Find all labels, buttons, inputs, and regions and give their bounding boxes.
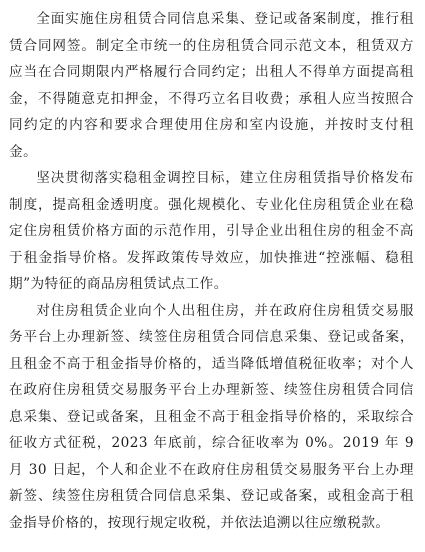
- paragraph-contract-filing: 全面实施住房租赁合同信息采集、登记或备案制度，推行租赁合同网签。制定全市统一的住房租赁合同示范文本，租赁双方应当在合同期限内严格履行合同约定；出租人不得单方面提高租金，不得随意克扣押金，不得巧立名目收费；承租人应当按照合同约定的内容和要求合理使用住房和室内设施，并按时支付租金。: [9, 11, 414, 160]
- paragraph-rent-guidance: 坚决贯彻落实稳租金调控目标，建立住房租赁指导价格发布制度，提高租金透明度。强化规模化、专业化住房租赁企业在稳定住房租赁价格方面的示范作用，引导企业出租住房的租金不高于租金指导价格。发挥政策传导效应，加快推进“控涨幅、稳租期”为特征的商品房租赁试点工作。: [9, 170, 414, 292]
- paragraph-tax-policy: 对住房租赁企业向个人出租住房，并在政府住房租赁交易服务平台上办理新签、续签住房租赁合同信息采集、登记或备案，且租金不高于租金指导价格的，适当降低增值税征收率；对个人在政府住房租赁交易服务平台上办理新签、续签住房租赁合同信息采集、登记或备案，且租金不高于租金指导价格的，采取综合征收方式征税，2023 年底前，综合征收率为 0%。2019 年 9 月 30 日起，个人和企业不在政府住房租赁交易服务平台上办理新签、续签住房租赁合同信息采集、登记或备案，或租金高于租金指导价格的，按现行规定收税，并依法追溯以往应缴税款。: [9, 302, 414, 531]
